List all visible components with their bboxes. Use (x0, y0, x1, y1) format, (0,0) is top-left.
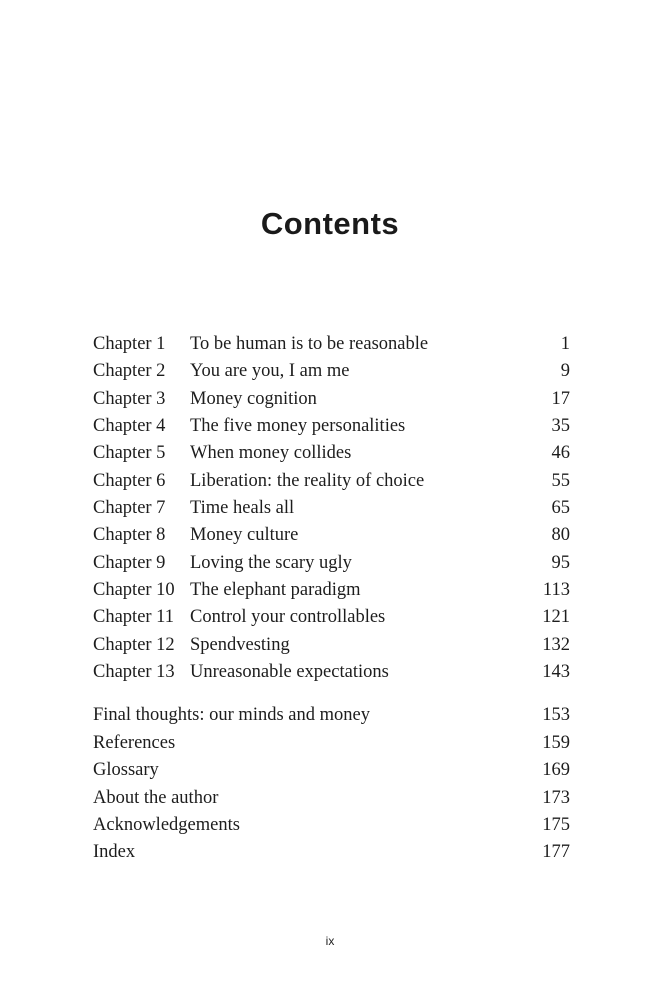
chapter-label: Chapter 5 (93, 443, 166, 464)
chapter-title: Unreasonable expectations (190, 662, 389, 683)
chapter-label: Chapter 9 (93, 552, 166, 573)
page-title: Contents (260, 206, 400, 241)
chapter-label: Chapter 3 (93, 388, 166, 409)
chapter-label: Chapter 8 (93, 525, 166, 546)
chapter-page-number: 121 (542, 607, 570, 628)
toc-backmatter-row (93, 785, 570, 812)
chapter-title: The five money personalities (190, 416, 406, 437)
page-number-folio: ix (325, 934, 335, 948)
chapter-title: Time heals all (190, 498, 295, 519)
backmatter-title: About the author (93, 787, 219, 808)
chapter-label: Chapter 12 (93, 634, 175, 655)
chapter-title: Money culture (190, 525, 299, 546)
toc-chapter-row (93, 331, 570, 358)
chapter-page-number: 65 (551, 498, 570, 519)
backmatter-page-number: 175 (542, 814, 570, 835)
chapter-label: Chapter 1 (93, 334, 166, 354)
backmatter-title: Glossary (93, 760, 159, 781)
toc-backmatter-row (93, 839, 570, 866)
chapter-title: You are you, I am me (190, 361, 350, 382)
chapter-label: Chapter 2 (93, 361, 166, 382)
chapter-title: Spendvesting (190, 634, 290, 655)
chapter-page-number: 9 (560, 361, 570, 382)
backmatter-page-number: 177 (542, 842, 570, 863)
back-matter-list (93, 702, 570, 866)
chapter-title: To be human is to be reasonable (190, 334, 429, 354)
toc-backmatter-row (93, 730, 570, 757)
toc-chapter-row (93, 604, 570, 631)
toc-chapter-row (93, 440, 570, 467)
backmatter-title: Acknowledgements (93, 814, 240, 835)
chapter-page-number: 143 (542, 662, 570, 683)
toc-chapter-row (93, 550, 570, 577)
backmatter-page-number: 173 (542, 787, 570, 808)
chapter-page-number: 35 (551, 416, 570, 437)
toc-chapter-row (93, 358, 570, 385)
backmatter-page-number: 169 (542, 760, 570, 781)
chapter-page-number: 1 (560, 334, 570, 354)
toc-chapter-row (93, 468, 570, 495)
chapter-page-number: 17 (551, 388, 570, 409)
toc-backmatter-row (93, 757, 570, 784)
backmatter-page-number: 159 (542, 732, 570, 753)
toc-chapter-row (93, 495, 570, 522)
chapter-title: Control your controllables (190, 607, 386, 628)
chapter-title: The elephant paradigm (190, 580, 361, 601)
toc-chapter-row (93, 577, 570, 604)
backmatter-title: References (93, 732, 176, 753)
chapter-page-number: 132 (542, 634, 570, 655)
toc-chapter-row (93, 386, 570, 413)
chapter-label: Chapter 10 (93, 580, 175, 601)
chapter-label: Chapter 7 (93, 498, 166, 519)
chapter-title: When money collides (190, 443, 352, 464)
toc-backmatter-row (93, 812, 570, 839)
backmatter-title: Index (93, 842, 136, 863)
backmatter-page-number: 153 (542, 705, 570, 726)
chapter-page-number: 113 (542, 580, 570, 601)
chapter-page-number: 95 (551, 552, 570, 573)
chapter-label: Chapter 4 (93, 416, 166, 437)
backmatter-title: Final thoughts: our minds and money (93, 705, 370, 726)
chapter-label: Chapter 11 (93, 607, 175, 628)
toc-chapter-row (93, 659, 570, 686)
toc-chapter-row (93, 522, 570, 549)
chapter-page-number: 55 (551, 470, 570, 491)
chapter-label: Chapter 6 (93, 470, 166, 491)
toc-backmatter-row (93, 702, 570, 729)
toc-chapter-row (93, 413, 570, 440)
chapter-list (93, 331, 570, 686)
chapter-page-number: 80 (551, 525, 570, 546)
chapter-page-number: 46 (551, 443, 570, 464)
chapter-label: Chapter 13 (93, 662, 175, 683)
chapter-title: Liberation: the reality of choice (190, 470, 425, 491)
chapter-title: Money cognition (190, 388, 317, 409)
toc-chapter-row (93, 632, 570, 659)
table-of-contents (93, 331, 570, 867)
chapter-title: Loving the scary ugly (190, 552, 352, 573)
